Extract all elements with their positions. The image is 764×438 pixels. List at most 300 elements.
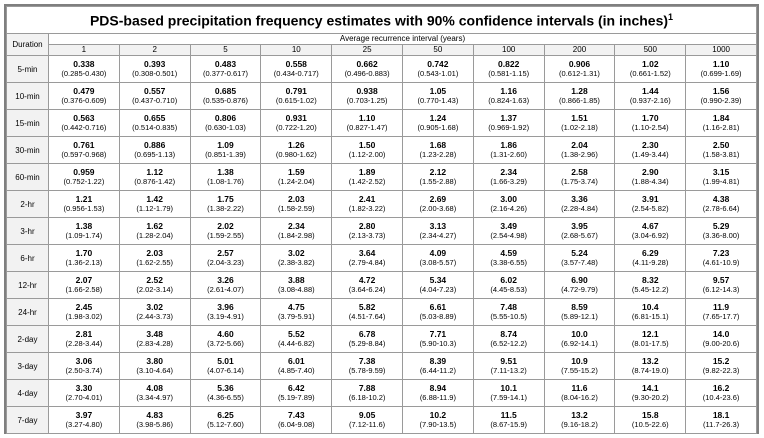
ari-values-row (7, 45, 757, 56)
estimate-value: 1.75 (217, 194, 234, 204)
estimate-cell[interactable] (686, 380, 757, 407)
estimate-value: 1.89 (358, 167, 376, 177)
estimate-cell[interactable] (190, 380, 261, 407)
estimate-cell[interactable] (473, 218, 544, 245)
estimate-cell[interactable] (332, 326, 403, 353)
estimate-cell[interactable] (473, 83, 544, 110)
estimate-value: 5.34 (429, 275, 447, 285)
estimate-value: 8.74 (500, 329, 517, 339)
confidence-interval: (2.54-5.82) (631, 204, 669, 213)
confidence-interval: (3.34-4.97) (136, 393, 174, 402)
confidence-interval: (0.496-0.883) (344, 69, 390, 78)
confidence-interval: (3.08-4.88) (277, 285, 315, 294)
estimate-cell[interactable] (402, 56, 473, 83)
confidence-interval: (0.937-2.16) (629, 96, 671, 105)
confidence-interval: (1.28-2.04) (136, 231, 174, 240)
estimate-cell[interactable] (544, 137, 615, 164)
estimate-cell[interactable] (49, 137, 120, 164)
estimate-cell[interactable] (119, 110, 190, 137)
estimate-cell[interactable] (49, 326, 120, 353)
ari-column-header: 1 (49, 45, 120, 56)
confidence-interval: (0.990-2.39) (700, 96, 742, 105)
estimate-cell[interactable] (615, 191, 686, 218)
estimate-cell[interactable] (402, 326, 473, 353)
estimate-value: 12.1 (642, 329, 659, 339)
confidence-interval: (0.695-1.13) (134, 150, 176, 159)
estimate-cell[interactable] (686, 218, 757, 245)
estimate-cell[interactable] (473, 164, 544, 191)
confidence-interval: (0.612-1.31) (559, 69, 600, 78)
estimate-cell[interactable] (49, 191, 120, 218)
estimate-cell[interactable] (261, 353, 332, 380)
estimate-value: 0.938 (356, 86, 378, 96)
estimate-cell[interactable] (49, 272, 120, 299)
estimate-cell[interactable] (190, 326, 261, 353)
estimate-cell[interactable] (261, 137, 332, 164)
confidence-interval: (2.13-3.73) (348, 231, 386, 240)
estimate-cell[interactable] (119, 245, 190, 272)
confidence-interval: (2.02-3.14) (136, 285, 174, 294)
estimate-cell[interactable] (49, 56, 120, 83)
estimate-cell[interactable] (261, 245, 332, 272)
estimate-cell[interactable] (615, 137, 686, 164)
table-row (7, 164, 757, 191)
estimate-cell[interactable] (49, 245, 120, 272)
confidence-interval: (0.308-0.501) (132, 69, 178, 78)
confidence-interval: (9.16-18.2) (561, 420, 598, 429)
confidence-interval: (1.99-4.81) (702, 177, 740, 186)
estimate-value: 1.50 (358, 140, 376, 150)
estimate-cell[interactable] (473, 380, 544, 407)
confidence-interval: (1.38-2.22) (207, 204, 244, 213)
confidence-interval: (1.38-2.96) (561, 150, 598, 159)
confidence-interval: (0.699-1.69) (700, 69, 742, 78)
confidence-interval: (0.969-1.92) (488, 123, 530, 132)
confidence-interval: (4.36-6.55) (207, 393, 244, 402)
estimate-cell[interactable] (119, 218, 190, 245)
estimate-cell[interactable] (49, 83, 120, 110)
estimate-value: 2.90 (642, 167, 659, 177)
estimate-cell[interactable] (261, 272, 332, 299)
estimate-cell[interactable] (119, 380, 190, 407)
estimate-cell[interactable] (190, 110, 261, 137)
estimate-cell[interactable] (544, 218, 615, 245)
estimate-cell[interactable] (49, 299, 120, 326)
estimate-cell[interactable] (332, 407, 403, 434)
estimate-cell[interactable] (49, 353, 120, 380)
estimate-cell[interactable] (261, 407, 332, 434)
estimate-value: 0.931 (285, 113, 307, 123)
confidence-interval: (2.34-4.27) (419, 231, 457, 240)
estimate-value: 1.86 (500, 140, 517, 150)
duration-label: 24-hr (7, 299, 49, 326)
confidence-interval: (4.45-8.53) (490, 285, 528, 294)
estimate-value: 3.91 (642, 194, 659, 204)
confidence-interval: (0.876-1.42) (134, 177, 176, 186)
estimate-value: 0.479 (73, 86, 95, 96)
estimate-cell[interactable] (473, 137, 544, 164)
estimate-cell[interactable] (261, 380, 332, 407)
confidence-interval: (0.377-0.617) (202, 69, 248, 78)
estimate-cell[interactable] (473, 353, 544, 380)
estimate-value: 7.43 (288, 410, 305, 420)
estimate-cell[interactable] (119, 137, 190, 164)
estimate-cell[interactable] (332, 380, 403, 407)
confidence-interval: (2.79-4.84) (348, 258, 386, 267)
estimate-cell[interactable] (190, 83, 261, 110)
estimate-cell[interactable] (332, 272, 403, 299)
estimate-value: 1.02 (642, 59, 659, 69)
estimate-cell[interactable] (261, 218, 332, 245)
estimate-cell[interactable] (686, 272, 757, 299)
estimate-value: 5.52 (288, 329, 305, 339)
estimate-value: 9.05 (358, 410, 376, 420)
estimate-cell[interactable] (544, 110, 615, 137)
confidence-interval: (5.78-9.59) (348, 366, 386, 375)
confidence-interval: (7.90-13.5) (419, 420, 457, 429)
estimate-value: 7.38 (358, 356, 376, 366)
estimate-value: 1.05 (429, 86, 447, 96)
confidence-interval: (2.28-4.84) (561, 204, 598, 213)
estimate-cell[interactable] (473, 326, 544, 353)
pf-table-frame (4, 4, 759, 434)
confidence-interval: (8.01-17.5) (631, 339, 669, 348)
confidence-interval: (5.45-12.2) (631, 285, 669, 294)
estimate-cell[interactable] (473, 110, 544, 137)
estimate-value: 1.28 (571, 86, 588, 96)
estimate-value: 3.13 (429, 221, 447, 231)
estimate-value: 2.50 (712, 140, 730, 150)
estimate-cell[interactable] (615, 245, 686, 272)
estimate-cell[interactable] (615, 83, 686, 110)
estimate-value: 0.742 (427, 59, 449, 69)
estimate-cell[interactable] (119, 191, 190, 218)
estimate-cell[interactable] (544, 380, 615, 407)
confidence-interval: (3.79-5.91) (277, 312, 315, 321)
ari-column-header: 25 (332, 45, 403, 56)
estimate-value: 3.49 (500, 221, 517, 231)
estimate-value: 6.61 (429, 302, 447, 312)
estimate-cell[interactable] (49, 164, 120, 191)
estimate-value: 0.557 (144, 86, 166, 96)
confidence-interval: (0.824-1.63) (488, 96, 530, 105)
confidence-interval: (1.09-1.74) (65, 231, 103, 240)
confidence-interval: (6.92-14.1) (561, 339, 598, 348)
estimate-value: 3.15 (712, 167, 730, 177)
confidence-interval: (1.42-2.52) (348, 177, 386, 186)
confidence-interval: (6.12-14.3) (702, 285, 740, 294)
estimate-cell[interactable] (49, 218, 120, 245)
pf-estimates-table (6, 6, 757, 434)
estimate-cell[interactable] (190, 353, 261, 380)
confidence-interval: (7.11-13.2) (490, 366, 527, 375)
estimate-cell[interactable] (190, 272, 261, 299)
estimate-cell[interactable] (119, 353, 190, 380)
table-row (7, 83, 757, 110)
estimate-value: 9.57 (712, 275, 730, 285)
estimate-cell[interactable] (544, 164, 615, 191)
estimate-value: 1.16 (500, 86, 517, 96)
estimate-value: 3.48 (146, 329, 163, 339)
estimate-cell[interactable] (190, 218, 261, 245)
estimate-cell[interactable] (190, 191, 261, 218)
duration-label: 5-min (7, 56, 49, 83)
estimate-cell[interactable] (261, 83, 332, 110)
estimate-value: 4.38 (712, 194, 730, 204)
estimate-cell[interactable] (402, 83, 473, 110)
estimate-cell[interactable] (402, 353, 473, 380)
estimate-cell[interactable] (615, 218, 686, 245)
estimate-value: 3.30 (75, 383, 93, 393)
confidence-interval: (1.66-3.29) (490, 177, 528, 186)
table-title (7, 7, 757, 34)
estimate-cell[interactable] (615, 164, 686, 191)
ari-column-header: 1000 (686, 45, 757, 56)
estimate-cell[interactable] (402, 110, 473, 137)
confidence-interval: (1.10-2.54) (631, 123, 669, 132)
confidence-interval: (0.905-1.68) (417, 123, 459, 132)
estimate-cell[interactable] (473, 272, 544, 299)
confidence-interval: (5.90-10.3) (419, 339, 457, 348)
estimate-cell[interactable] (190, 407, 261, 434)
estimate-value: 2.12 (429, 167, 447, 177)
estimate-cell[interactable] (402, 299, 473, 326)
estimate-cell[interactable] (686, 245, 757, 272)
confidence-interval: (9.30-20.2) (631, 393, 669, 402)
confidence-interval: (2.28-3.44) (65, 339, 103, 348)
estimate-cell[interactable] (402, 245, 473, 272)
estimate-cell[interactable] (615, 272, 686, 299)
estimate-value: 0.483 (214, 59, 237, 69)
table-row (7, 353, 757, 380)
estimate-value: 1.42 (146, 194, 163, 204)
duration-label: 3-hr (7, 218, 49, 245)
estimate-cell[interactable] (686, 110, 757, 137)
estimate-cell[interactable] (261, 164, 332, 191)
estimate-value: 15.2 (712, 356, 730, 366)
estimate-cell[interactable] (473, 299, 544, 326)
estimate-cell[interactable] (544, 191, 615, 218)
confidence-interval: (0.285-0.430) (61, 69, 107, 78)
estimate-cell[interactable] (402, 191, 473, 218)
confidence-interval: (3.27-4.80) (65, 420, 103, 429)
confidence-interval: (2.70-4.01) (65, 393, 103, 402)
estimate-cell[interactable] (332, 164, 403, 191)
estimate-cell[interactable] (544, 272, 615, 299)
confidence-interval: (9.00-20.6) (702, 339, 740, 348)
estimate-value: 1.70 (642, 113, 659, 123)
confidence-interval: (1.82-3.22) (348, 204, 386, 213)
estimate-value: 2.03 (288, 194, 305, 204)
estimate-cell[interactable] (261, 191, 332, 218)
confidence-interval: (3.57-7.48) (561, 258, 598, 267)
estimate-value: 9.51 (500, 356, 517, 366)
confidence-interval: (1.31-2.60) (490, 150, 528, 159)
estimate-cell[interactable] (402, 380, 473, 407)
confidence-interval: (4.44-6.82) (277, 339, 315, 348)
estimate-cell[interactable] (615, 299, 686, 326)
estimate-value: 1.24 (429, 113, 447, 123)
estimate-cell[interactable] (402, 164, 473, 191)
estimate-value: 0.338 (73, 59, 95, 69)
footnote-marker: 1 (668, 11, 674, 22)
estimate-value: 3.26 (217, 275, 234, 285)
estimate-cell[interactable] (544, 83, 615, 110)
estimate-value: 4.08 (146, 383, 163, 393)
estimate-value: 0.959 (73, 167, 95, 177)
estimate-cell[interactable] (615, 326, 686, 353)
estimate-cell[interactable] (615, 110, 686, 137)
estimate-value: 0.393 (144, 59, 166, 69)
confidence-interval: (5.55-10.5) (490, 312, 528, 321)
confidence-interval: (0.543-1.01) (417, 69, 459, 78)
confidence-interval: (5.29-8.84) (348, 339, 386, 348)
confidence-interval: (0.703-1.25) (346, 96, 388, 105)
estimate-cell[interactable] (332, 299, 403, 326)
estimate-cell[interactable] (119, 56, 190, 83)
confidence-interval: (1.88-4.34) (631, 177, 669, 186)
estimate-cell[interactable] (332, 83, 403, 110)
duration-label: 60-min (7, 164, 49, 191)
confidence-interval: (8.74-19.0) (631, 366, 669, 375)
estimate-value: 2.34 (500, 167, 517, 177)
confidence-interval: (3.19-4.91) (207, 312, 244, 321)
confidence-interval: (0.827-1.47) (346, 123, 388, 132)
estimate-cell[interactable] (119, 326, 190, 353)
duration-label: 2-hr (7, 191, 49, 218)
estimate-cell[interactable] (544, 245, 615, 272)
estimate-value: 13.2 (642, 356, 659, 366)
estimate-cell[interactable] (119, 407, 190, 434)
estimate-cell[interactable] (686, 299, 757, 326)
estimate-cell[interactable] (261, 326, 332, 353)
estimate-cell[interactable] (544, 353, 615, 380)
confidence-interval: (1.16-2.81) (702, 123, 740, 132)
confidence-interval: (2.78-6.64) (702, 204, 740, 213)
estimate-cell[interactable] (332, 110, 403, 137)
estimate-value: 2.80 (358, 221, 376, 231)
confidence-interval: (1.12-2.00) (348, 150, 386, 159)
confidence-interval: (1.58-2.59) (277, 204, 315, 213)
estimate-cell[interactable] (686, 326, 757, 353)
estimate-cell[interactable] (190, 164, 261, 191)
estimate-cell[interactable] (686, 407, 757, 434)
estimate-cell[interactable] (686, 137, 757, 164)
estimate-value: 3.88 (288, 275, 305, 285)
confidence-interval: (0.866-1.85) (559, 96, 600, 105)
estimate-cell[interactable] (119, 272, 190, 299)
estimate-value: 3.02 (288, 248, 305, 258)
estimate-cell[interactable] (402, 218, 473, 245)
ari-column-header: 100 (473, 45, 544, 56)
confidence-interval: (3.04-6.92) (631, 231, 669, 240)
estimate-cell[interactable] (402, 407, 473, 434)
estimate-value: 8.94 (429, 383, 447, 393)
estimate-cell[interactable] (190, 56, 261, 83)
estimate-value: 3.06 (75, 356, 93, 366)
estimate-cell[interactable] (332, 245, 403, 272)
duration-label: 15-min (7, 110, 49, 137)
estimate-cell[interactable] (332, 218, 403, 245)
confidence-interval: (0.661-1.52) (629, 69, 671, 78)
estimate-cell[interactable] (119, 83, 190, 110)
estimate-value: 18.1 (712, 410, 730, 420)
estimate-cell[interactable] (119, 299, 190, 326)
estimate-cell[interactable] (190, 299, 261, 326)
estimate-value: 4.75 (288, 302, 305, 312)
confidence-interval: (7.65-17.7) (702, 312, 740, 321)
confidence-interval: (3.72-5.66) (207, 339, 244, 348)
estimate-cell[interactable] (402, 137, 473, 164)
estimate-cell[interactable] (49, 380, 120, 407)
estimate-value: 1.38 (75, 221, 93, 231)
estimate-cell[interactable] (49, 110, 120, 137)
confidence-interval: (9.82-22.3) (702, 366, 740, 375)
estimate-cell[interactable] (615, 407, 686, 434)
estimate-cell[interactable] (473, 245, 544, 272)
table-row (7, 407, 757, 434)
estimate-cell[interactable] (332, 191, 403, 218)
estimate-value: 0.761 (73, 140, 95, 150)
estimate-value: 7.88 (358, 383, 376, 393)
confidence-interval: (1.23-2.28) (419, 150, 457, 159)
estimate-cell[interactable] (402, 272, 473, 299)
estimate-cell[interactable] (544, 56, 615, 83)
confidence-interval: (1.24-2.04) (277, 177, 315, 186)
estimate-cell[interactable] (544, 407, 615, 434)
estimate-cell[interactable] (473, 56, 544, 83)
estimate-cell[interactable] (686, 83, 757, 110)
estimate-cell[interactable] (119, 164, 190, 191)
estimate-cell[interactable] (615, 380, 686, 407)
estimate-cell[interactable] (686, 164, 757, 191)
estimate-value: 1.21 (75, 194, 93, 204)
estimate-cell[interactable] (49, 407, 120, 434)
estimate-cell[interactable] (261, 110, 332, 137)
estimate-cell[interactable] (190, 137, 261, 164)
estimate-value: 1.44 (642, 86, 659, 96)
duration-label: 4-day (7, 380, 49, 407)
confidence-interval: (10.4-23.6) (702, 393, 740, 402)
estimate-cell[interactable] (686, 56, 757, 83)
confidence-interval: (2.50-3.74) (65, 366, 103, 375)
estimate-cell[interactable] (686, 353, 757, 380)
table-row (7, 380, 757, 407)
estimate-cell[interactable] (261, 56, 332, 83)
confidence-interval: (2.44-3.73) (136, 312, 174, 321)
estimate-cell[interactable] (332, 56, 403, 83)
estimate-cell[interactable] (332, 137, 403, 164)
estimate-value: 1.12 (146, 167, 163, 177)
confidence-interval: (0.437-0.710) (132, 96, 178, 105)
estimate-cell[interactable] (190, 245, 261, 272)
estimate-value: 1.09 (217, 140, 234, 150)
estimate-cell[interactable] (544, 299, 615, 326)
estimate-value: 1.10 (712, 59, 730, 69)
estimate-cell[interactable] (615, 56, 686, 83)
estimate-cell[interactable] (686, 191, 757, 218)
confidence-interval: (4.61-10.9) (702, 258, 740, 267)
estimate-cell[interactable] (473, 407, 544, 434)
estimate-cell[interactable] (261, 299, 332, 326)
table-row (7, 299, 757, 326)
estimate-value: 3.64 (358, 248, 376, 258)
estimate-cell[interactable] (332, 353, 403, 380)
estimate-cell[interactable] (615, 353, 686, 380)
estimate-cell[interactable] (544, 326, 615, 353)
estimate-value: 1.10 (358, 113, 376, 123)
estimate-cell[interactable] (473, 191, 544, 218)
